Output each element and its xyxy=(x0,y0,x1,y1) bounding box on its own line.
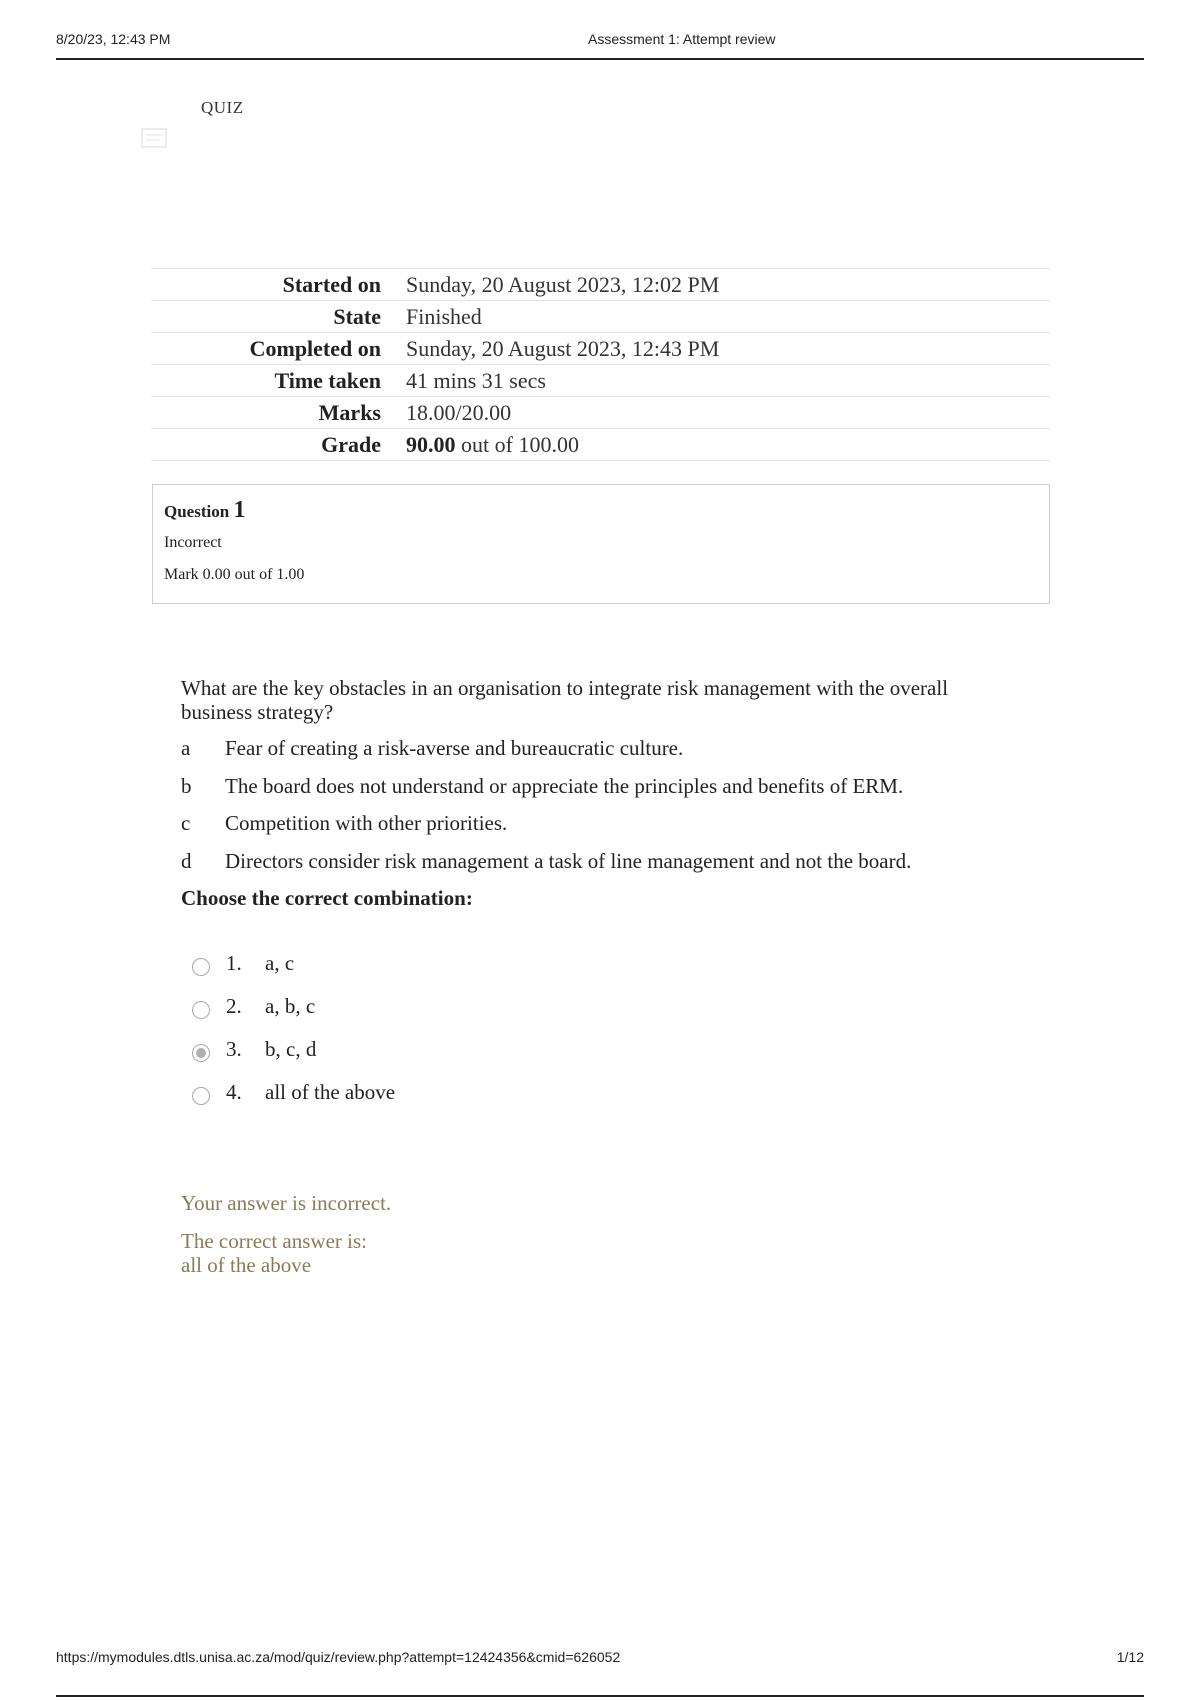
answer-option-3[interactable] xyxy=(192,1037,316,1062)
statement-letter: c xyxy=(181,811,191,835)
statement-letter: a xyxy=(181,736,191,760)
started-on-label: Started on xyxy=(151,269,406,301)
completed-on-value: Sunday, 20 August 2023, 12:43 PM xyxy=(406,333,1051,365)
statement-text: Directors consider risk management a task of line management and not the board. xyxy=(225,849,912,873)
option-number: 4. xyxy=(226,1080,242,1104)
question-info-box xyxy=(152,484,1050,604)
statement-text: Fear of creating a risk-averse and bureaucratic culture. xyxy=(225,736,684,760)
statement-text: Competition with other priorities. xyxy=(225,811,508,835)
statement-d xyxy=(181,849,1041,874)
print-page-title: Assessment 1: Attempt review xyxy=(588,31,776,47)
statement-letter: b xyxy=(181,774,192,798)
marks-label: Marks xyxy=(151,397,406,429)
attempt-summary-table xyxy=(151,268,1051,461)
option-number: 1. xyxy=(226,951,242,975)
summary-row-time xyxy=(151,365,1051,397)
statement-a xyxy=(181,736,1041,761)
radio-button[interactable] xyxy=(192,1087,210,1105)
quiz-icon xyxy=(139,123,169,151)
option-text: a, b, c xyxy=(265,994,316,1018)
question-state: Incorrect xyxy=(164,534,222,551)
statement-b xyxy=(181,774,1041,799)
radio-button[interactable] xyxy=(192,1001,210,1019)
option-number: 3. xyxy=(226,1037,242,1061)
print-page-number: 1/12 xyxy=(1116,1649,1144,1665)
question-number xyxy=(164,497,1038,524)
statement-letter: d xyxy=(181,849,192,873)
grade-value xyxy=(406,429,1051,461)
print-header xyxy=(56,30,1144,60)
answer-option-1[interactable] xyxy=(192,951,294,976)
option-text: b, c, d xyxy=(265,1037,317,1061)
state-value: Finished xyxy=(406,301,1051,333)
question-mark: Mark 0.00 out of 1.00 xyxy=(164,566,305,583)
question-number-value: 1 xyxy=(233,497,246,523)
feedback-incorrect: Your answer is incorrect. xyxy=(181,1191,392,1215)
radio-button[interactable] xyxy=(192,958,210,976)
grade-label: Grade xyxy=(151,429,406,461)
correct-answer-label: The correct answer is: xyxy=(181,1229,367,1253)
summary-row-grade xyxy=(151,429,1051,461)
option-text: a, c xyxy=(265,951,295,975)
question-prompt: Choose the correct combination: xyxy=(181,886,473,910)
print-datetime: 8/20/23, 12:43 PM xyxy=(56,31,171,47)
answer-option-4[interactable] xyxy=(192,1080,395,1105)
question-text: What are the key obstacles in an organisation to integrate risk management with the overall business strategy? xyxy=(181,676,949,724)
state-label: State xyxy=(151,301,406,333)
question-label: Question xyxy=(164,502,230,521)
feedback-correct-answer xyxy=(181,1229,367,1277)
grade-score: 90.00 xyxy=(406,431,456,457)
option-number: 2. xyxy=(226,994,242,1018)
radio-button-selected[interactable] xyxy=(192,1044,210,1062)
time-taken-value: 41 mins 31 secs xyxy=(406,365,1051,397)
correct-answer-value: all of the above xyxy=(181,1253,312,1277)
option-text: all of the above xyxy=(265,1080,396,1104)
completed-on-label: Completed on xyxy=(151,333,406,365)
summary-row-marks xyxy=(151,397,1051,429)
grade-out-of: out of 100.00 xyxy=(461,431,579,457)
quiz-breadcrumb-link[interactable]: QUIZ xyxy=(201,98,244,117)
print-url: https://mymodules.dtls.unisa.ac.za/mod/quiz/review.php?attempt=12424356&cmid=626052 xyxy=(56,1649,621,1665)
statement-text: The board does not understand or appreciate the principles and benefits of ERM. xyxy=(225,774,904,798)
summary-row-started xyxy=(151,269,1051,301)
marks-value: 18.00/20.00 xyxy=(406,397,1051,429)
started-on-value: Sunday, 20 August 2023, 12:02 PM xyxy=(406,269,1051,301)
time-taken-label: Time taken xyxy=(151,365,406,397)
summary-row-completed xyxy=(151,333,1051,365)
print-footer xyxy=(56,1649,1144,1697)
statement-c xyxy=(181,811,1041,836)
summary-row-state xyxy=(151,301,1051,333)
answer-option-2[interactable] xyxy=(192,994,315,1019)
